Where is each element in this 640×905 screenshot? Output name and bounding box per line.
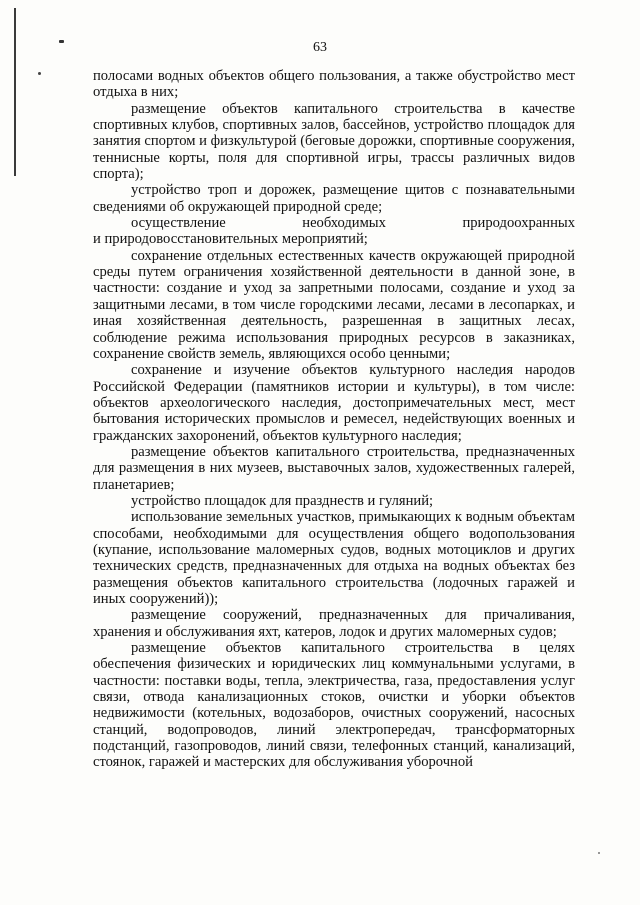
body-text [93,68,575,771]
scan-mark [598,852,600,854]
paragraph: полосами водных объектов общего пользования, а также обустройство мест отдыха в них; [93,68,575,101]
paragraph: сохранение отдельных естественных качеств окружающей природной среды путем ограничения хозяйственной деятельности в данной зоне, в частности: создание и уход за запретными полосами, создание и уход за защитными лесами, в том числе городскими лесами, лесами в лесопарках, и иная хозяйственная деятельность, разрешенная в защитных лесах, соблюдение режима использования природных ресурсов в заказниках, сохранение свойств земель, являющихся особо ценными; [93,247,575,362]
paragraph: осуществление необходимых природоохранных [131,215,575,232]
paragraph: размещение сооружений, предназначенных для причаливания, хранения и обслуживания яхт, катеров, лодок и других маломерных судов; [93,607,575,640]
paragraph: размещение объектов капитального строительства в целях обеспечения физических и юридических лиц коммунальными услугами, в частности: поставки воды, тепла, электричества, газа, предоставления услуг связи, отвода канализационных стоков, очистки и уборки объектов недвижимости (котельных, водозаборов, очистных сооружений, насосных станций, водопроводов, линий электропередач, трансформаторных подстанций, газопроводов, линий связи, телефонных станций, канализаций, стоянок, гаражей и мастерских для обслуживания уборочной [93,640,575,771]
paragraph: и природовосстановительных мероприятий; [93,231,368,248]
paragraph: размещение объектов капитального строительства в качестве спортивных клубов, спортивных залов, бассейнов, устройство площадок для занятия спортом и физкультурой (беговые дорожки, спортивные сооружения, теннисные корты, поля для спортивной игры, трассы различных видов спорта); [93,100,575,183]
scan-margin-line [14,8,16,176]
paragraph: устройство троп и дорожек, размещение щитов с познавательными сведениями об окружающей природной среде; [93,182,575,215]
page-number: 63 [313,40,327,55]
paragraph: размещение объектов капитального строительства, предназначенных для размещения в них музеев, выставочных залов, художественных галерей, планетариев; [93,443,575,493]
paragraph: использование земельных участков, примыкающих к водным объектам способами, необходимыми для осуществления общего водопользования (купание, использование маломерных судов, водных мотоциклов и других технических средств, предназначенных для отдыха на водных объектах без размещения объектов капитального строительства (лодочных гаражей и иных сооружений)); [93,509,575,607]
paragraph: сохранение и изучение объектов культурного наследия народов Российской Федерации (памятников истории и культуры), в том числе: объектов археологического наследия, достопримечательных мест, мест бытования исторических промыслов и ремесел, недействующих военных и гражданских захоронений, объектов культурного наследия; [93,362,575,444]
paragraph: устройство площадок для празднеств и гуляний; [131,492,434,509]
scan-mark [38,72,41,75]
